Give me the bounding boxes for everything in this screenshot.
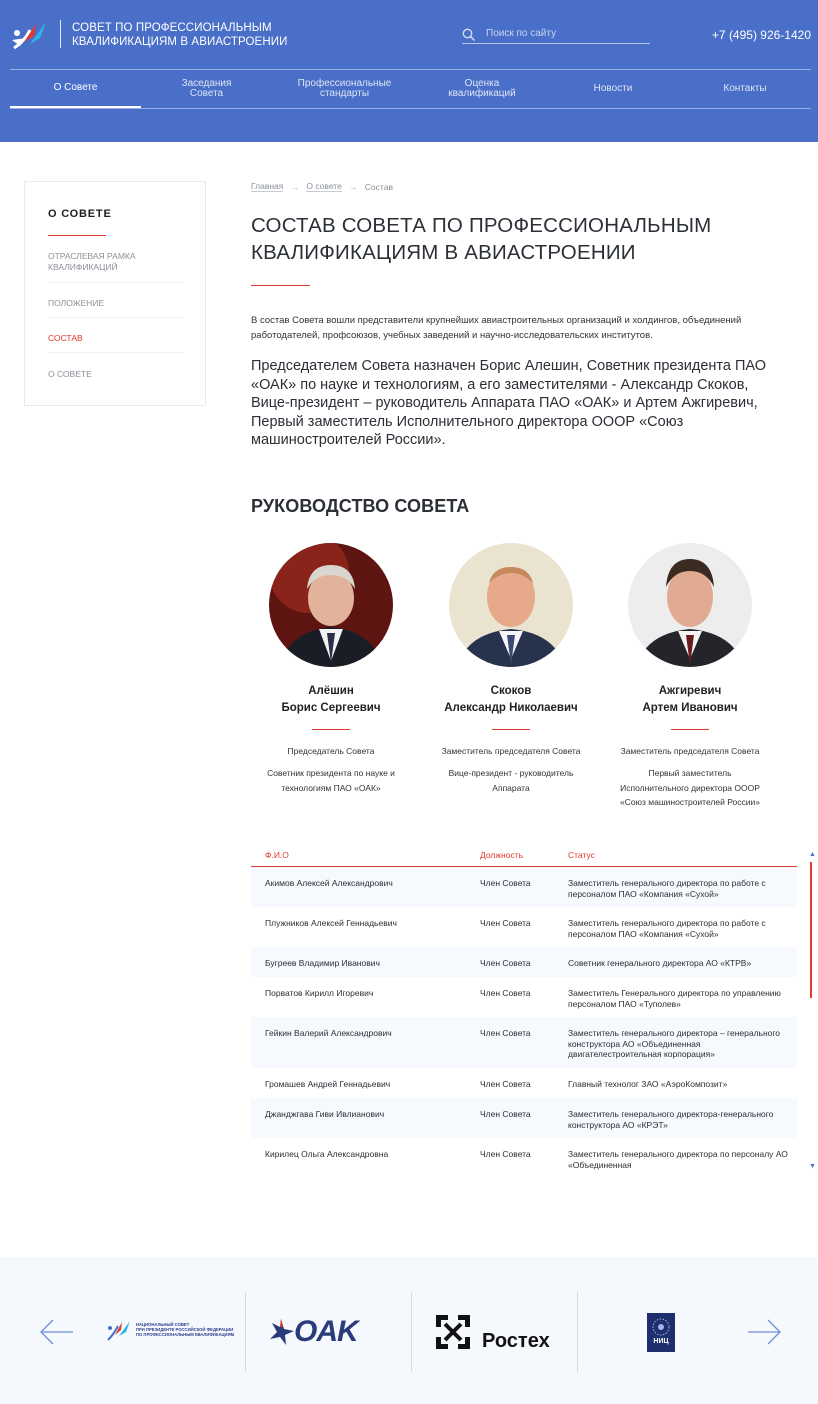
cell-name: Громашев Андрей Геннадьевич	[265, 1079, 391, 1089]
leader-surname: Ажгиревич	[658, 685, 722, 697]
nav-item-label: Профессиональные стандарты	[297, 78, 392, 99]
breadcrumb-arrow-icon: →	[348, 181, 358, 192]
column-header-position[interactable]: Должность	[480, 850, 524, 860]
breadcrumb	[251, 181, 393, 192]
cell-status: Заместитель генерального директора – генерального конструктора АО «Объединенная двигателестроительная корпорация»	[568, 1028, 781, 1059]
cell-name: Порватов Кирилл Игоревич	[265, 988, 374, 998]
national-council-logo-text: НАЦИОНАЛЬНЫЙ СОВЕТ ПРИ ПРЕЗИДЕНТЕ РОССИЙСКОЙ ФЕДЕРАЦИИ ПО ПРОФЕССИОНАЛЬНЫМ КВАЛИФИКАЦИЯМ	[136, 1322, 235, 1338]
sidebar-item-label: О СОВЕТЕ	[48, 369, 92, 379]
cell-position: Член Совета	[480, 1079, 531, 1089]
site-name-line1: СОВЕТ ПО ПРОФЕССИОНАЛЬНЫМ	[72, 22, 272, 34]
site-header	[0, 0, 818, 142]
search-box	[462, 26, 650, 44]
leader-given-name: Александр Николаевич	[444, 702, 578, 714]
breadcrumb-current: Состав	[364, 181, 393, 192]
cell-name: Плужников Алексей Геннадьевич	[265, 918, 397, 928]
scrollbar-thumb[interactable]	[810, 862, 812, 998]
partner-logo-nic[interactable]	[647, 1313, 675, 1352]
sidebar-divider	[48, 352, 184, 353]
table-header	[251, 845, 797, 867]
partners-carousel	[0, 1257, 818, 1404]
leader-underline	[492, 729, 530, 730]
leader-description: Вице-президент - руководитель Аппарата	[448, 768, 574, 793]
cell-name: Акимов Алексей Александрович	[265, 878, 393, 888]
breadcrumb-arrow-icon: →	[290, 181, 300, 192]
leader-card	[246, 543, 416, 795]
oak-logo-text: OAK	[294, 1315, 358, 1348]
partner-logo-rostec[interactable]	[435, 1314, 555, 1352]
main-nav	[10, 70, 811, 108]
cell-name: Бугреев Владимир Иванович	[265, 958, 380, 968]
leader-surname: Скоков	[490, 685, 532, 697]
leadership-heading: РУКОВОДСТВО СОВЕТА	[251, 496, 470, 516]
lead-text: Председателем Совета назначен Борис Алешин, Советник президента ПАО «ОАК» по науке и технологиям, а его заместителями - Александр Скоков, Вице-президент – руководитель Аппарата ПАО «ОАК» и Артем Ажгиревич, Первый заместитель Исполнительного директора ООOР «Союз машиностроителей России».	[251, 358, 767, 448]
sidebar-title: О СОВЕТЕ	[48, 208, 112, 220]
page-title-line2: КВАЛИФИКАЦИЯМ В АВИАСТРОЕНИИ	[251, 241, 636, 264]
table-row	[251, 907, 797, 947]
partner-logo-oak[interactable]	[268, 1315, 390, 1349]
breadcrumb-home[interactable]: Главная	[251, 181, 284, 191]
leader-given-name: Борис Сергеевич	[281, 702, 381, 714]
partner-divider	[245, 1292, 246, 1372]
leader-photo	[269, 543, 393, 667]
cell-position: Член Совета	[480, 958, 531, 968]
nav-item-label: Оценка квалификаций	[448, 78, 516, 99]
scroll-up-icon[interactable]: ▲	[809, 851, 816, 858]
partner-divider	[411, 1292, 412, 1372]
cell-status: Заместитель генерального директора по работе с персоналом ПАО «Компания «Сухой»	[568, 878, 766, 899]
cell-status: Заместитель Генерального директора по управлению персоналом ПАО «Туполев»	[568, 988, 781, 1009]
sidebar-item-label: ОТРАСЛЕВАЯ РАМКА	[48, 251, 136, 261]
sidebar-item-label-line2: КВАЛИФИКАЦИЙ	[48, 262, 118, 272]
cell-name: Гейкин Валерий Александрович	[265, 1028, 392, 1038]
cell-status: Заместитель генерального директора-генерального конструктора АО «КРЭТ»	[568, 1109, 774, 1130]
leader-name	[605, 683, 775, 717]
nav-item-label: О Совете	[53, 82, 98, 93]
table-row	[251, 867, 797, 907]
nav-item-news[interactable]	[547, 70, 679, 108]
phone-number[interactable]: +7 (495) 926-1420	[711, 28, 811, 42]
sidebar-item-label: СОСТАВ	[48, 333, 83, 343]
table-row	[251, 947, 797, 977]
leader-name	[246, 683, 416, 717]
leader-card	[426, 543, 596, 795]
leader-card	[605, 543, 775, 810]
sidebar-divider	[48, 282, 184, 283]
leader-role: Заместитель председателя Совета	[441, 746, 581, 756]
cell-position: Член Совета	[480, 1028, 531, 1038]
table-row	[251, 1017, 797, 1068]
rostec-logo-text: Ростех	[482, 1330, 550, 1352]
site-name-line2: КВАЛИФИКАЦИЯМ В АВИАСТРОЕНИИ	[72, 36, 288, 48]
intro-text: В состав Совета вошли представители крупнейших авиастроительных организаций и холдингов, объединений работодателей, профсоюзов, учебных заведений и научно-исследовательских институтов.	[251, 315, 742, 341]
table-scrollbar[interactable]	[808, 852, 814, 1172]
cell-position: Член Совета	[480, 988, 531, 998]
nav-item-qualifications[interactable]	[417, 70, 547, 108]
partner-divider	[577, 1292, 578, 1372]
table-row	[251, 1098, 797, 1138]
page-title	[251, 212, 791, 266]
logo-divider	[60, 20, 61, 48]
site-name[interactable]	[72, 21, 287, 49]
column-header-name[interactable]: Ф.И.О	[265, 850, 289, 860]
nav-item-standards[interactable]	[272, 70, 417, 108]
cell-name: Кирилец Ольга Александровна	[265, 1149, 389, 1159]
leader-surname: Алёшин	[308, 685, 354, 697]
sidebar-title-underline	[48, 235, 106, 236]
leader-given-name: Артем Иванович	[642, 702, 738, 714]
nav-item-label: Заседания Совета	[181, 78, 232, 99]
nav-item-label: Новости	[593, 83, 633, 94]
cell-status: Заместитель генерального директора по работе с персоналом ПАО «Компания «Сухой»	[568, 918, 766, 939]
national-council-logo-icon	[106, 1320, 132, 1342]
nav-item-contacts[interactable]	[679, 70, 811, 108]
sidebar-item-composition[interactable]	[48, 333, 184, 344]
leader-name	[426, 683, 596, 717]
members-table	[251, 845, 797, 1175]
nav-item-about[interactable]	[10, 70, 141, 108]
sidebar-item-label: ПОЛОЖЕНИЕ	[48, 298, 105, 308]
leader-photo	[628, 543, 752, 667]
rostec-logo-icon	[435, 1314, 471, 1350]
cell-position: Член Совета	[480, 1149, 531, 1159]
table-row	[251, 1138, 797, 1175]
sidebar-item-about[interactable]	[48, 369, 184, 380]
search-input[interactable]	[486, 26, 648, 40]
page-title-underline	[251, 285, 310, 286]
leader-role: Заместитель председателя Совета	[620, 746, 760, 756]
sidebar-item-regulation[interactable]	[48, 298, 184, 309]
leader-role: Председатель Совета	[287, 746, 375, 756]
cell-status: Советник генерального директора АО «КТРВ»	[568, 958, 752, 968]
table-row	[251, 977, 797, 1017]
cell-status: Заместитель генерального директора по персоналу АО «Объединенная	[568, 1149, 788, 1170]
page-title-line1: СОСТАВ СОВЕТА ПО ПРОФЕССИОНАЛЬНЫМ	[251, 214, 712, 237]
nav-item-meetings[interactable]	[141, 70, 272, 108]
oak-star-icon	[268, 1317, 294, 1347]
table-row	[251, 1068, 797, 1098]
sidebar-item-framework[interactable]	[48, 251, 184, 273]
leader-description: Советник президента по науке и технологиям ПАО «ОАК»	[267, 768, 395, 793]
nic-logo-text: НИЦ	[653, 1338, 669, 1345]
leader-photo	[449, 543, 573, 667]
arrow-right-icon[interactable]	[746, 1317, 782, 1347]
cell-status: Главный технолог ЗАО «АэроКомпозит»	[568, 1079, 728, 1089]
partner-logo-national-council[interactable]	[106, 1320, 235, 1344]
council-logo-icon[interactable]	[10, 20, 52, 54]
search-icon[interactable]	[462, 28, 476, 42]
leader-underline	[671, 729, 709, 730]
cell-position: Член Совета	[480, 878, 531, 888]
leader-description: Первый заместитель Исполнительного директора ООOР «Союз машиностроителей России»	[620, 768, 760, 807]
nav-divider-bottom	[10, 108, 811, 109]
arrow-left-icon[interactable]	[39, 1317, 75, 1347]
sidebar-divider	[48, 317, 184, 318]
breadcrumb-section[interactable]: О совете	[306, 181, 342, 191]
cell-position: Член Совета	[480, 1109, 531, 1119]
scroll-down-icon[interactable]: ▼	[809, 1163, 816, 1170]
cell-position: Член Совета	[480, 918, 531, 928]
leader-underline	[312, 729, 350, 730]
sidebar	[24, 181, 206, 406]
column-header-status[interactable]: Статус	[568, 850, 595, 860]
nav-item-label: Контакты	[723, 83, 767, 94]
cell-name: Джанджгава Гиви Ивлианович	[265, 1109, 385, 1119]
